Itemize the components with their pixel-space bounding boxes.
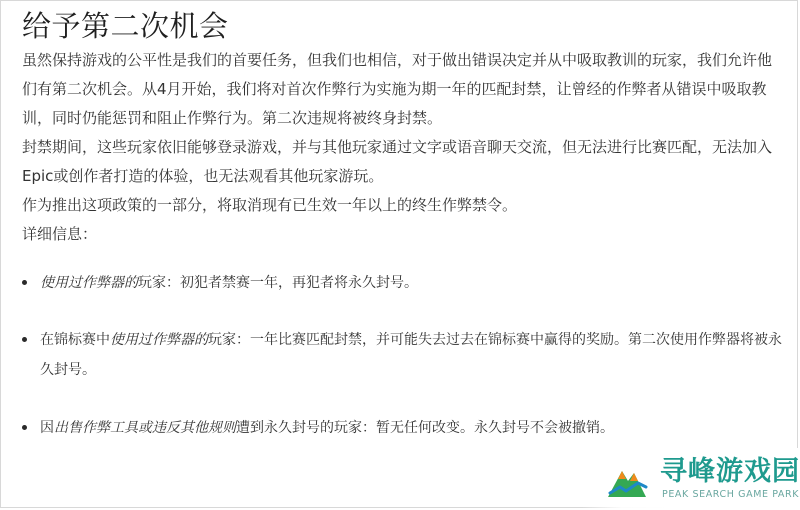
bullet-dot — [22, 337, 27, 342]
bullet-dot — [22, 425, 27, 430]
item-text: 遭到永久封号的玩家：暂无任何改变。永久封号不会被撤销。 — [236, 420, 614, 436]
item-emphasis: 使用过作弊器的 — [110, 332, 208, 348]
list-item — [22, 268, 786, 298]
details-list — [22, 268, 786, 443]
item-text: 玩家：初犯者禁赛一年，再犯者将永久封号。 — [138, 275, 418, 291]
paragraph-ban-period: 封禁期间，这些玩家依旧能够登录游戏，并与其他玩家通过文字或语音聊天交流，但无法进行比赛匹配，无法加入Epic或创作者打造的体验，也无法观看其他玩家游玩。 — [22, 138, 773, 185]
item-prefix: 因 — [40, 420, 54, 436]
watermark-title: 寻峰游戏园 — [660, 456, 800, 487]
item-prefix: 在锦标赛中 — [40, 332, 110, 348]
details-heading: 详细信息： — [22, 225, 98, 243]
list-item — [22, 413, 786, 443]
watermark-subtitle: PEAK SEARCH GAME PARK — [662, 489, 800, 500]
paragraph-second-chance: 虽然保持游戏的公平性是我们的首要任务，但我们也相信，对于做出错误决定并从中吸取教训的玩家，我们允许他们有第二次机会。从4月开始，我们将对首次作弊行为实施为期一年的匹配封禁，让曾经的作弊者从错误中吸取教训，同时仍能惩罚和阻止作弊行为。第二次违规将被终身封禁。 — [22, 51, 773, 127]
site-watermark — [582, 448, 800, 510]
bullet-dot — [22, 280, 27, 285]
item-emphasis: 出售作弊工具或违反其他规则 — [54, 420, 236, 436]
item-emphasis: 使用过作弊器的 — [40, 275, 138, 291]
mountain-logo-icon — [604, 457, 650, 503]
item-text: 玩家：一年比赛匹配封禁，并可能失去过去在锦标赛中赢得的奖励。第二次使用作弊器将被永久封号。 — [40, 332, 782, 378]
list-item — [22, 325, 786, 385]
page-title: 给予第二次机会 — [22, 9, 229, 43]
paragraph-lifetime-ban-removal: 作为推出这项政策的一部分，将取消现有已生效一年以上的终生作弊禁令。 — [22, 196, 518, 214]
